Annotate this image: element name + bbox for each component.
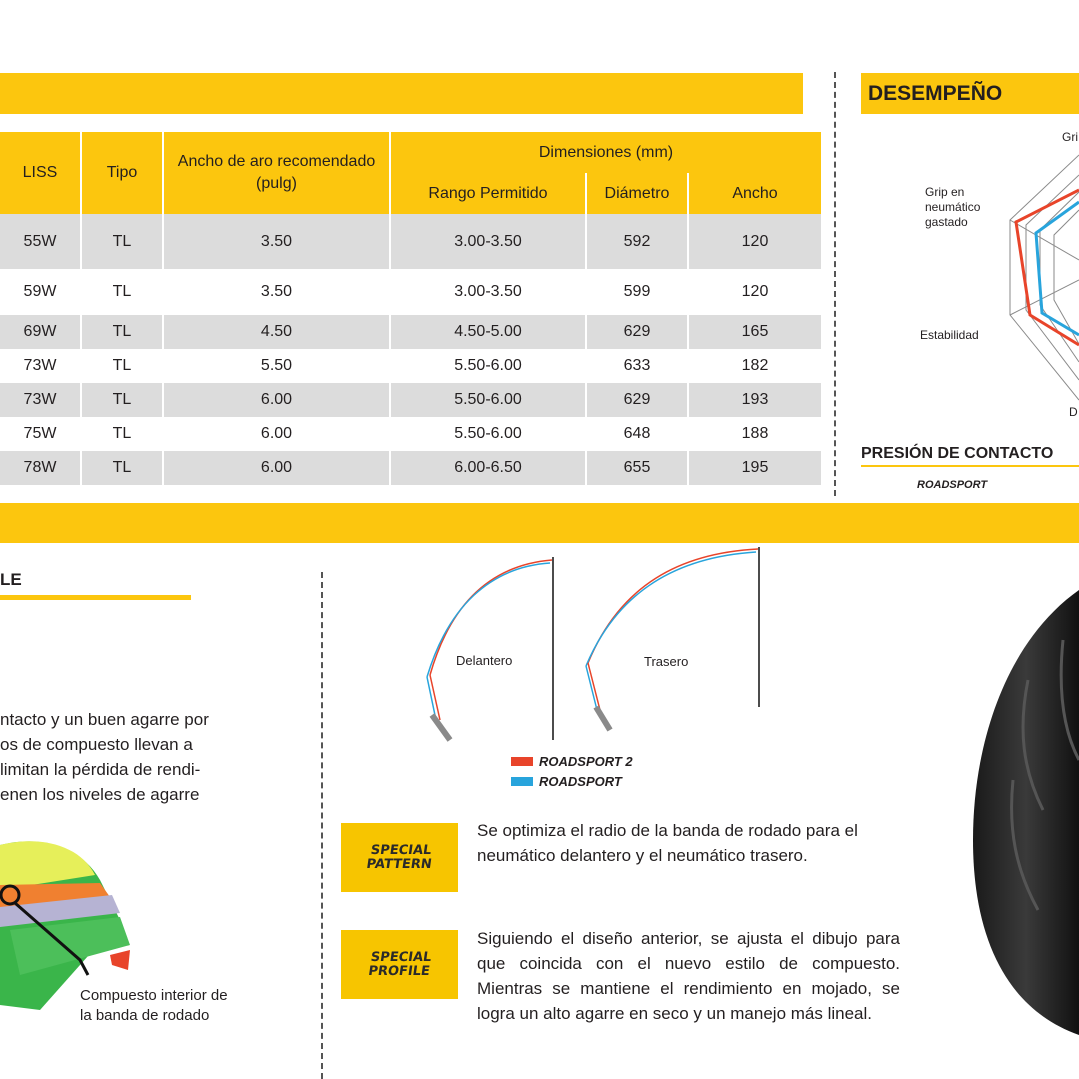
compound-caption: Compuesto interior de la banda de rodado (80, 987, 228, 1024)
cell-rango: 3.00-3.50 (391, 214, 585, 269)
paragraph-line: enen los niveles de agarre (0, 785, 200, 804)
table-row (0, 417, 821, 451)
cell-tipo: TL (82, 315, 162, 349)
cell-aro: 5.50 (260, 357, 293, 374)
paragraph-line: limitan la pérdida de rendi- (0, 760, 201, 779)
table-row (0, 315, 821, 349)
table-row (0, 383, 821, 417)
cell-tipo: TL (112, 425, 132, 442)
front-label: Delantero (456, 653, 513, 668)
contact-pressure-label: ROADSPORT (917, 479, 988, 491)
cell-aro: 6.00 (260, 425, 293, 442)
divider (321, 572, 323, 1079)
cell-liss: 73W (23, 357, 57, 374)
cell-ancho: 195 (689, 451, 821, 485)
cell-rango: 5.50-6.00 (454, 357, 522, 374)
cell-diametro: 633 (623, 357, 651, 374)
performance-radar (990, 130, 1079, 430)
col-ancho-aro: Ancho de aro recomendado (pulg) (164, 132, 389, 214)
cell-tipo: TL (112, 357, 132, 374)
cell-aro: 3.50 (164, 214, 389, 269)
cell-ancho: 120 (689, 214, 821, 269)
col-diametro: Diámetro (587, 173, 687, 214)
cell-diametro: 629 (587, 383, 687, 417)
underline (861, 465, 1079, 467)
special-profile-badge (341, 930, 458, 999)
cell-ancho: 182 (741, 357, 769, 374)
col-liss: LISS (0, 132, 80, 214)
cell-ancho: 193 (689, 383, 821, 417)
cell-diametro: 592 (587, 214, 687, 269)
cell-ancho: 120 (741, 283, 769, 300)
cell-aro: 6.00 (164, 383, 389, 417)
cell-rango: 4.50-5.00 (391, 315, 585, 349)
swatch-blue (511, 777, 533, 786)
compound-layers-illustration (0, 835, 150, 1010)
table-row (0, 269, 821, 315)
feature-profile-text: Siguiendo el diseño anterior, se ajusta el dibujo para que coincida con el nuevo estilo de compuesto. Mientras se mantiene el rendimiento en mojado, se logra un alto agarre en seco y un manejo más lineal. (477, 929, 900, 1023)
table-title-bar (0, 73, 803, 114)
legend-roadsport2 (511, 754, 633, 769)
radar-label-bottom: D (1069, 405, 1078, 419)
feature-pattern-text: Se optimiza el radio de la banda de rodado para el neumático delantero y el neumático trasero. (477, 821, 858, 865)
cell-ancho: 165 (689, 315, 821, 349)
radar-label-grip: Grip en neumático gastado (925, 185, 981, 229)
cell-rango: 6.00-6.50 (391, 451, 585, 485)
col-rango: Rango Permitido (391, 173, 585, 214)
cell-liss: 73W (0, 383, 80, 417)
cell-ancho: 188 (741, 425, 769, 442)
badge-text: SPECIAL PATTERN (364, 842, 433, 872)
cell-rango: 5.50-6.00 (391, 383, 585, 417)
table-row (0, 349, 821, 383)
rear-label: Trasero (644, 654, 689, 669)
cell-rango: 5.50-6.00 (454, 425, 522, 442)
radar-label-estabilidad: Estabilidad (920, 328, 979, 342)
col-tipo: Tipo (82, 132, 162, 214)
col-ancho: Ancho (689, 173, 821, 214)
cell-liss: 69W (0, 315, 80, 349)
cell-diametro: 629 (587, 315, 687, 349)
contact-pressure-title: PRESIÓN DE CONTACTO (861, 445, 1054, 462)
special-pattern-badge (341, 823, 458, 892)
cell-aro: 3.50 (260, 283, 293, 300)
table-row (0, 214, 821, 269)
tire-image (968, 580, 1079, 1040)
paragraph-line: os de compuesto llevan a (0, 735, 193, 754)
radar-label-top: Gri (1062, 130, 1078, 144)
swatch-red (511, 757, 533, 766)
cell-diametro: 648 (623, 425, 651, 442)
section-heading: LE (0, 570, 22, 589)
cell-liss: 59W (23, 283, 57, 300)
specs-table (0, 132, 823, 485)
performance-title: DESEMPEÑO (868, 82, 1003, 105)
profile-diagram (410, 545, 770, 745)
table-row (0, 451, 821, 485)
cell-diametro: 599 (623, 283, 651, 300)
cell-aro: 6.00 (164, 451, 389, 485)
heading-underline (0, 595, 191, 600)
cell-aro: 4.50 (164, 315, 389, 349)
cell-rango: 3.00-3.50 (454, 283, 522, 300)
cell-liss: 78W (0, 451, 80, 485)
cell-tipo: TL (112, 283, 132, 300)
legend-label: ROADSPORT (539, 774, 622, 789)
cell-liss: 55W (0, 214, 80, 269)
col-dimensiones: Dimensiones (mm) (391, 132, 821, 173)
section-band (0, 503, 1079, 543)
badge-text: SPECIAL PROFILE (366, 949, 432, 979)
intro-paragraph (0, 707, 223, 807)
cell-tipo: TL (82, 383, 162, 417)
cell-liss: 75W (23, 425, 57, 442)
cell-diametro: 655 (587, 451, 687, 485)
divider (834, 72, 836, 496)
legend-roadsport (511, 774, 622, 789)
cell-tipo: TL (82, 451, 162, 485)
paragraph-line: ntacto y un buen agarre por (0, 710, 209, 729)
legend-label: ROADSPORT 2 (539, 754, 633, 769)
cell-tipo: TL (82, 214, 162, 269)
